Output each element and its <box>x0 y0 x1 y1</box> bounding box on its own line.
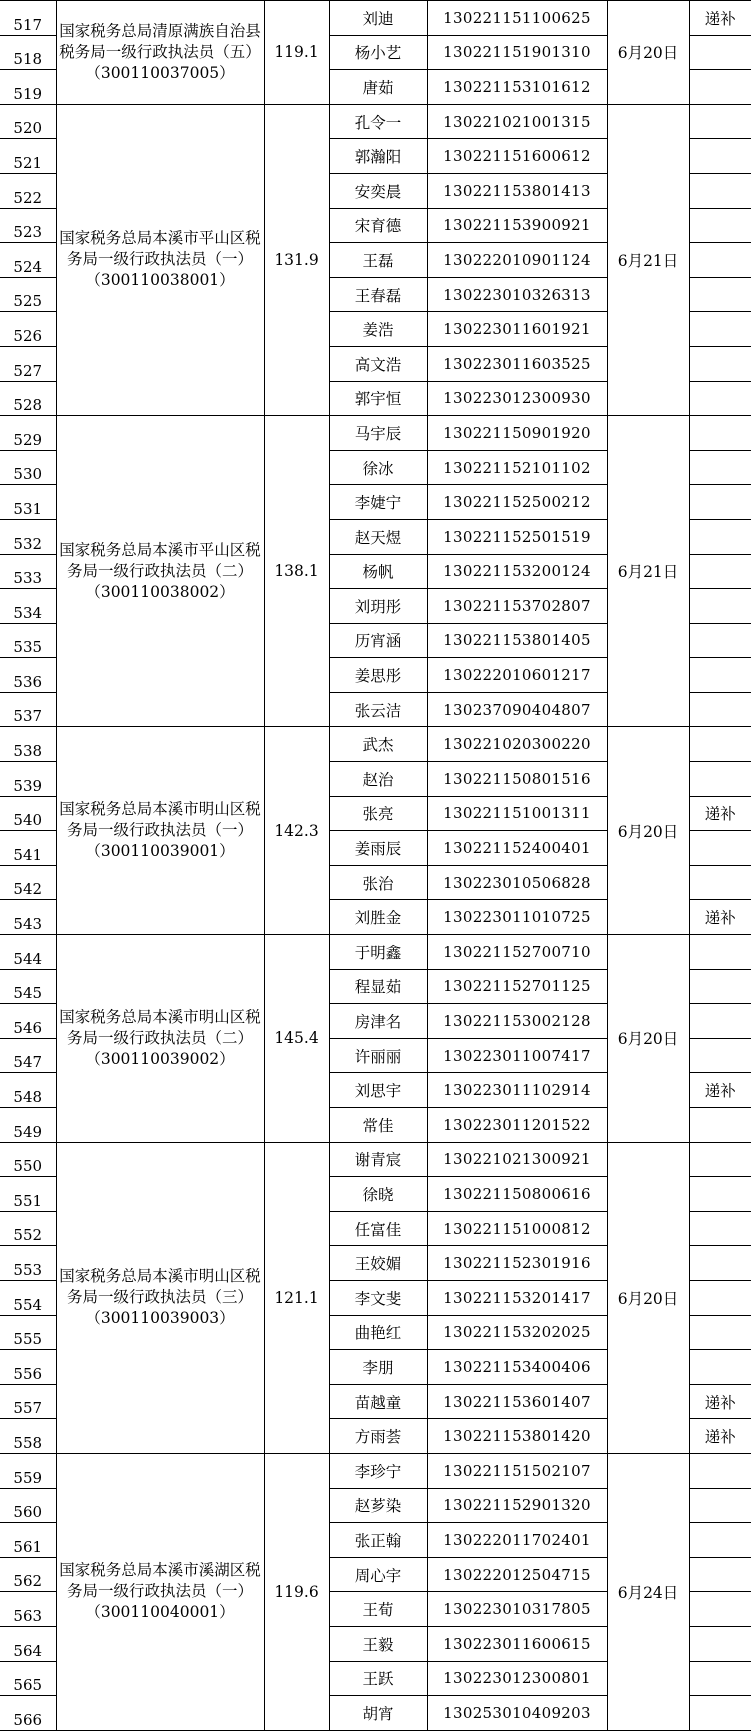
candidate-name: 唐茹 <box>329 70 427 105</box>
candidate-name: 郭宇恒 <box>329 381 427 416</box>
row-number: 529 <box>0 416 56 451</box>
row-number: 558 <box>0 1419 56 1454</box>
row-number: 522 <box>0 173 56 208</box>
remark <box>689 1488 751 1523</box>
candidate-name: 任富佳 <box>329 1211 427 1246</box>
row-number: 566 <box>0 1696 56 1731</box>
row-number: 562 <box>0 1557 56 1592</box>
remark <box>689 485 751 520</box>
position-title: 国家税务总局本溪市平山区税务局一级行政执法员（一） <box>59 229 261 269</box>
ticket-number: 130221153002128 <box>427 1004 607 1039</box>
position-title: 国家税务总局清原满族自治县税务局一级行政执法员（五） <box>59 21 261 61</box>
table-row <box>0 416 751 451</box>
candidate-name: 姜浩 <box>329 312 427 347</box>
candidate-name: 杨帆 <box>329 554 427 589</box>
ticket-number: 130221152901320 <box>427 1488 607 1523</box>
candidate-name: 王荀 <box>329 1592 427 1627</box>
ticket-number: 130221153200124 <box>427 554 607 589</box>
candidate-name: 曲艳红 <box>329 1315 427 1350</box>
remark <box>689 692 751 727</box>
candidate-name: 张正翰 <box>329 1523 427 1558</box>
row-number: 555 <box>0 1315 56 1350</box>
ticket-number: 130253010409203 <box>427 1696 607 1731</box>
ticket-number: 130237090404807 <box>427 692 607 727</box>
row-number: 537 <box>0 692 56 727</box>
ticket-number: 130221151901310 <box>427 35 607 70</box>
ticket-number: 130221152701125 <box>427 969 607 1004</box>
candidate-name: 王春磊 <box>329 277 427 312</box>
row-number: 517 <box>0 1 56 36</box>
candidate-name: 徐晓 <box>329 1177 427 1212</box>
position-cell <box>56 935 264 1143</box>
ticket-number: 130222012504715 <box>427 1557 607 1592</box>
ticket-number: 130221151502107 <box>427 1453 607 1488</box>
remark <box>689 104 751 139</box>
candidate-name: 房津名 <box>329 1004 427 1039</box>
row-number: 532 <box>0 519 56 554</box>
remark <box>689 1315 751 1350</box>
row-number: 546 <box>0 1004 56 1039</box>
candidate-name: 历宵涵 <box>329 623 427 658</box>
position-cell <box>56 104 264 415</box>
candidate-name: 程显茹 <box>329 969 427 1004</box>
exam-date: 6月20日 <box>607 727 689 935</box>
ticket-number: 130221150801516 <box>427 762 607 797</box>
ticket-number: 130223011102914 <box>427 1073 607 1108</box>
remark <box>689 589 751 624</box>
remark <box>689 381 751 416</box>
candidate-name: 刘迪 <box>329 1 427 36</box>
position-code: （300110040001） <box>85 1603 235 1622</box>
table-row <box>0 727 751 762</box>
min-score: 119.1 <box>264 1 329 105</box>
row-number: 563 <box>0 1592 56 1627</box>
candidate-name: 方雨荟 <box>329 1419 427 1454</box>
position-code: （300110039002） <box>85 1049 235 1068</box>
remark <box>689 1004 751 1039</box>
remark <box>689 554 751 589</box>
remark <box>689 1142 751 1177</box>
remark <box>689 762 751 797</box>
position-code: （300110039003） <box>85 1309 235 1328</box>
candidate-name: 许丽丽 <box>329 1038 427 1073</box>
exam-date: 6月24日 <box>607 1453 689 1730</box>
remark <box>689 243 751 278</box>
ticket-number: 130221021001315 <box>427 104 607 139</box>
position-cell <box>56 416 264 727</box>
row-number: 543 <box>0 900 56 935</box>
remark: 递补 <box>689 796 751 831</box>
candidate-name: 张亮 <box>329 796 427 831</box>
row-number: 536 <box>0 658 56 693</box>
remark <box>689 35 751 70</box>
row-number: 519 <box>0 70 56 105</box>
row-number: 561 <box>0 1523 56 1558</box>
remark <box>689 935 751 970</box>
remark <box>689 831 751 866</box>
candidate-name: 于明鑫 <box>329 935 427 970</box>
remark <box>689 70 751 105</box>
candidate-name: 苗越童 <box>329 1384 427 1419</box>
candidate-name: 赵天煜 <box>329 519 427 554</box>
remark: 递补 <box>689 1384 751 1419</box>
ticket-number: 130221152500212 <box>427 485 607 520</box>
row-number: 520 <box>0 104 56 139</box>
ticket-number: 130223012300930 <box>427 381 607 416</box>
row-number: 523 <box>0 208 56 243</box>
ticket-number: 130221150901920 <box>427 416 607 451</box>
ticket-number: 130221153801413 <box>427 173 607 208</box>
candidate-name: 张云洁 <box>329 692 427 727</box>
table-row <box>0 935 751 970</box>
candidate-name: 王磊 <box>329 243 427 278</box>
position-cell <box>56 1142 264 1453</box>
remark <box>689 1350 751 1385</box>
row-number: 547 <box>0 1038 56 1073</box>
candidate-name: 张治 <box>329 865 427 900</box>
ticket-number: 130221153801420 <box>427 1419 607 1454</box>
remark <box>689 1453 751 1488</box>
remark <box>689 865 751 900</box>
ticket-number: 130223011601921 <box>427 312 607 347</box>
position-code: （300110039001） <box>85 842 235 861</box>
ticket-number: 130221152400401 <box>427 831 607 866</box>
position-title: 国家税务总局本溪市明山区税务局一级行政执法员（二） <box>59 1007 261 1047</box>
candidate-name: 李珍宁 <box>329 1453 427 1488</box>
remark <box>689 623 751 658</box>
ticket-number: 130223011007417 <box>427 1038 607 1073</box>
row-number: 551 <box>0 1177 56 1212</box>
row-number: 548 <box>0 1073 56 1108</box>
candidate-name: 马宇辰 <box>329 416 427 451</box>
ticket-number: 130223011201522 <box>427 1108 607 1143</box>
exam-date: 6月20日 <box>607 1142 689 1453</box>
row-number: 526 <box>0 312 56 347</box>
ticket-number: 130221020300220 <box>427 727 607 762</box>
position-title: 国家税务总局本溪市明山区税务局一级行政执法员（一） <box>59 800 261 840</box>
remark <box>689 450 751 485</box>
remark <box>689 1177 751 1212</box>
exam-date: 6月20日 <box>607 1 689 105</box>
exam-date: 6月21日 <box>607 416 689 727</box>
remark <box>689 658 751 693</box>
min-score: 142.3 <box>264 727 329 935</box>
row-number: 533 <box>0 554 56 589</box>
ticket-number: 130222010601217 <box>427 658 607 693</box>
ticket-number: 130223011603525 <box>427 346 607 381</box>
min-score: 131.9 <box>264 104 329 415</box>
row-number: 530 <box>0 450 56 485</box>
candidate-name: 宋育德 <box>329 208 427 243</box>
remark <box>689 346 751 381</box>
ticket-number: 130221153101612 <box>427 70 607 105</box>
ticket-number: 130221152101102 <box>427 450 607 485</box>
row-number: 524 <box>0 243 56 278</box>
ticket-number: 130223010506828 <box>427 865 607 900</box>
candidate-name: 李文斐 <box>329 1280 427 1315</box>
candidate-name: 李朋 <box>329 1350 427 1385</box>
row-number: 535 <box>0 623 56 658</box>
candidate-name: 刘玥彤 <box>329 589 427 624</box>
candidate-name: 周心宇 <box>329 1557 427 1592</box>
remark <box>689 139 751 174</box>
ticket-number: 130223011010725 <box>427 900 607 935</box>
candidate-name: 王姣媚 <box>329 1246 427 1281</box>
min-score: 145.4 <box>264 935 329 1143</box>
remark <box>689 208 751 243</box>
ticket-number: 130222011702401 <box>427 1523 607 1558</box>
row-number: 557 <box>0 1384 56 1419</box>
row-number: 549 <box>0 1108 56 1143</box>
row-number: 565 <box>0 1661 56 1696</box>
position-code: （300110038001） <box>85 271 235 290</box>
candidate-name: 刘思宇 <box>329 1073 427 1108</box>
ticket-number: 130221153601407 <box>427 1384 607 1419</box>
position-title: 国家税务总局本溪市溪湖区税务局一级行政执法员（一） <box>59 1561 261 1601</box>
remark <box>689 727 751 762</box>
candidate-name: 王毅 <box>329 1626 427 1661</box>
row-number: 528 <box>0 381 56 416</box>
row-number: 534 <box>0 589 56 624</box>
candidate-name: 赵治 <box>329 762 427 797</box>
position-code: （300110037005） <box>85 63 235 82</box>
candidate-name: 安奕晨 <box>329 173 427 208</box>
position-cell <box>56 1453 264 1730</box>
remark <box>689 277 751 312</box>
row-number: 560 <box>0 1488 56 1523</box>
remark <box>689 1108 751 1143</box>
row-number: 527 <box>0 346 56 381</box>
ticket-number: 130221151100625 <box>427 1 607 36</box>
candidate-name: 姜雨辰 <box>329 831 427 866</box>
row-number: 539 <box>0 762 56 797</box>
remark <box>689 969 751 1004</box>
ticket-number: 130221152501519 <box>427 519 607 554</box>
row-number: 525 <box>0 277 56 312</box>
remark <box>689 1246 751 1281</box>
ticket-number: 130221153900921 <box>427 208 607 243</box>
candidate-name: 常佳 <box>329 1108 427 1143</box>
candidate-name: 刘胜金 <box>329 900 427 935</box>
position-cell <box>56 1 264 105</box>
remark: 递补 <box>689 1 751 36</box>
ticket-number: 130221153400406 <box>427 1350 607 1385</box>
exam-date: 6月20日 <box>607 935 689 1143</box>
row-number: 541 <box>0 831 56 866</box>
candidate-name: 孔令一 <box>329 104 427 139</box>
remark <box>689 1557 751 1592</box>
ticket-number: 130221151000812 <box>427 1211 607 1246</box>
remark <box>689 173 751 208</box>
remark <box>689 1038 751 1073</box>
remark <box>689 519 751 554</box>
row-number: 521 <box>0 139 56 174</box>
row-number: 552 <box>0 1211 56 1246</box>
row-number: 564 <box>0 1626 56 1661</box>
ticket-number: 130223011600615 <box>427 1626 607 1661</box>
candidate-name: 李婕宁 <box>329 485 427 520</box>
position-cell <box>56 727 264 935</box>
row-number: 556 <box>0 1350 56 1385</box>
table-row <box>0 1453 751 1488</box>
candidate-name: 徐冰 <box>329 450 427 485</box>
ticket-number: 130221151001311 <box>427 796 607 831</box>
remark <box>689 1523 751 1558</box>
candidate-name: 高文浩 <box>329 346 427 381</box>
candidate-name: 王跃 <box>329 1661 427 1696</box>
remark: 递补 <box>689 1073 751 1108</box>
position-code: （300110038002） <box>85 582 235 601</box>
row-number: 540 <box>0 796 56 831</box>
candidate-name: 胡宵 <box>329 1696 427 1731</box>
ticket-number: 130221153202025 <box>427 1315 607 1350</box>
position-title: 国家税务总局本溪市明山区税务局一级行政执法员（三） <box>59 1267 261 1307</box>
remark <box>689 1280 751 1315</box>
remark: 递补 <box>689 1419 751 1454</box>
candidate-name: 赵芗染 <box>329 1488 427 1523</box>
row-number: 544 <box>0 935 56 970</box>
candidate-name: 杨小艺 <box>329 35 427 70</box>
table-row <box>0 1 751 36</box>
candidate-name: 谢青宸 <box>329 1142 427 1177</box>
min-score: 119.6 <box>264 1453 329 1730</box>
candidate-name: 武杰 <box>329 727 427 762</box>
ticket-number: 130221021300921 <box>427 1142 607 1177</box>
row-number: 554 <box>0 1280 56 1315</box>
ticket-number: 130223012300801 <box>427 1661 607 1696</box>
row-number: 538 <box>0 727 56 762</box>
row-number: 550 <box>0 1142 56 1177</box>
remark <box>689 312 751 347</box>
row-number: 518 <box>0 35 56 70</box>
remark <box>689 416 751 451</box>
ticket-number: 130221151600612 <box>427 139 607 174</box>
remark <box>689 1592 751 1627</box>
remark <box>689 1661 751 1696</box>
remark: 递补 <box>689 900 751 935</box>
table-row <box>0 1142 751 1177</box>
candidate-name: 郭瀚阳 <box>329 139 427 174</box>
min-score: 121.1 <box>264 1142 329 1453</box>
ticket-number: 130221150800616 <box>427 1177 607 1212</box>
ticket-number: 130221152301916 <box>427 1246 607 1281</box>
min-score: 138.1 <box>264 416 329 727</box>
row-number: 559 <box>0 1453 56 1488</box>
ticket-number: 130223010326313 <box>427 277 607 312</box>
ticket-number: 130223010317805 <box>427 1592 607 1627</box>
ticket-number: 130221153201417 <box>427 1280 607 1315</box>
row-number: 542 <box>0 865 56 900</box>
remark <box>689 1211 751 1246</box>
ticket-number: 130221152700710 <box>427 935 607 970</box>
ticket-number: 130221153801405 <box>427 623 607 658</box>
ticket-number: 130222010901124 <box>427 243 607 278</box>
row-number: 531 <box>0 485 56 520</box>
ticket-number: 130221153702807 <box>427 589 607 624</box>
row-number: 553 <box>0 1246 56 1281</box>
remark <box>689 1626 751 1661</box>
exam-date: 6月21日 <box>607 104 689 415</box>
candidate-name: 姜思彤 <box>329 658 427 693</box>
row-number: 545 <box>0 969 56 1004</box>
table-row <box>0 104 751 139</box>
position-title: 国家税务总局本溪市平山区税务局一级行政执法员（二） <box>59 540 261 580</box>
